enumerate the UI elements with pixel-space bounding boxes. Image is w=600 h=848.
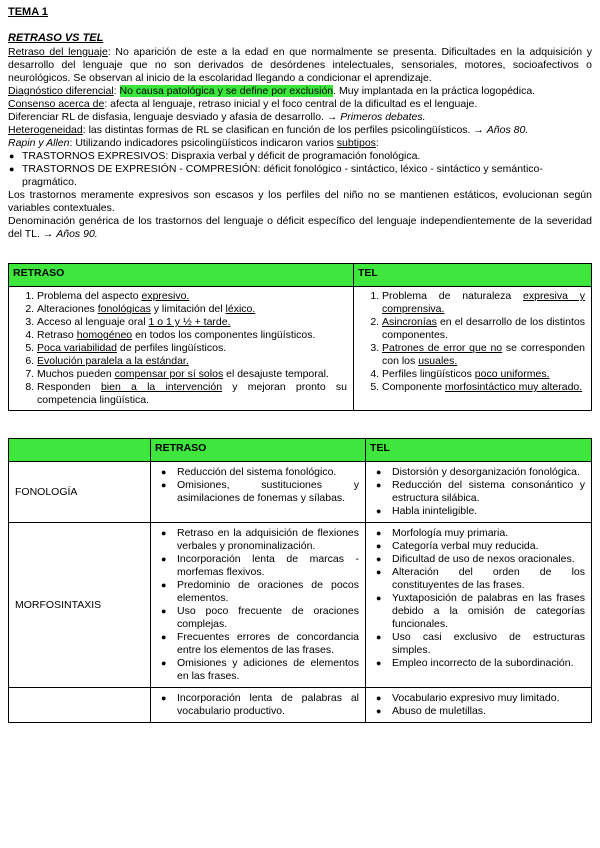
bullet-list (157, 466, 359, 505)
list-item: ● Morfología muy primaria. (392, 527, 585, 540)
cell-retraso (151, 688, 366, 723)
paragraph-diferenciar: Diferenciar RL de disfasia, lenguaje desviado y afasia de desarrollo. → Primeros debates. (8, 111, 426, 123)
table1-header-retraso: RETRASO (9, 264, 354, 287)
list-item: 3. Acceso al lenguaje oral 1 o 1 y ½ + tarde. (37, 316, 347, 329)
table-row (9, 523, 592, 688)
paragraph-retraso-definition: Retraso del lenguaje: No aparición de este a la edad en que normalmente se presenta. Dificultades en la adquisición y desarrollo del lenguaje que no son derivados de desórdenes intelectuales, sensoriales, motores, socioafectivos o neurológicos. Se observan al inicio de la escolaridad llegando a condicionar el aprendizaje. (8, 46, 592, 84)
bullet-list (157, 692, 359, 718)
list-item: 8. Responden bien a la intervención y mejoran pronto su competencia lingüística. (37, 381, 347, 407)
list-item: ● Incorporación lenta de marcas - morfemas flexivos. (177, 553, 359, 579)
list-item: ● Empleo incorrecto de la subordinación. (392, 657, 585, 670)
bullet-list (157, 527, 359, 683)
list-item: 5. Componente morfosintáctico muy alterado. (382, 381, 585, 394)
list-item: ● Frecuentes errores de concordancia entre los elementos de las frases. (177, 631, 359, 657)
list-item: ● Distorsión y desorganización fonológica. (392, 466, 585, 479)
cell-retraso (151, 523, 366, 688)
list-item: ● TRASTORNOS EXPRESIVOS: Dispraxia verbal y déficit de programación fonológica. (22, 150, 592, 163)
table2-header-empty (9, 439, 151, 462)
paragraph-rapin-allen: Rapin y Allen: Utilizando indicadores psicolingüísticos indicaron varios subtipos: (8, 137, 379, 149)
list-item: ● Abuso de muletillas. (392, 705, 585, 718)
list-item: ● Retraso en la adquisición de flexiones verbales y pronominalización. (177, 527, 359, 553)
list-item: ● Categoría verbal muy reducida. (392, 540, 585, 553)
row-label: FONOLOGÍA (9, 462, 151, 523)
list-item: ● Vocabulario expresivo muy limitado. (392, 692, 585, 705)
list-item: 5. Poca variabilidad de perfiles lingüísticos. (37, 342, 347, 355)
list-item: 4. Perfiles lingüísticos poco uniformes. (382, 368, 585, 381)
list-item: 7. Muchos pueden compensar por sí solos el desajuste temporal. (37, 368, 347, 381)
bullet-list (372, 466, 585, 518)
section-heading: RETRASO VS TEL (8, 32, 104, 44)
highlight-text: No causa patológica y se define por exclusión (119, 85, 334, 97)
table-row (9, 688, 592, 723)
list-item: ● Incorporación lenta de palabras al vocabulario productivo. (177, 692, 359, 718)
cell-tel (366, 688, 592, 723)
list-item: 2. Asincronías en el desarrollo de los distintos componentes. (382, 316, 585, 342)
list-item: 2. Alteraciones fonológicas y limitación del léxico. (37, 303, 347, 316)
cell-tel (366, 523, 592, 688)
list-item: 4. Retraso homogéneo en todos los componentes lingüísticos. (37, 329, 347, 342)
paragraph-diagnostico: Diagnóstico diferencial: No causa patológica y se define por exclusión. Muy implantada en la práctica logopédica. (8, 85, 536, 97)
cell-retraso (151, 462, 366, 523)
list-item: ● Habla ininteligible. (392, 505, 585, 518)
list-item: ● Uso poco frecuente de oraciones complejas. (177, 605, 359, 631)
table1-tel-cell (354, 287, 592, 411)
list-item: 1. Problema de naturaleza expresiva y comprensiva. (382, 290, 585, 316)
table-row (9, 462, 592, 523)
bullet-list (372, 692, 585, 718)
list-item: ● Reducción del sistema fonológico. (177, 466, 359, 479)
table1-header-tel: TEL (354, 264, 592, 287)
paragraph-trastornos-expresivos: Los trastornos meramente expresivos son escasos y los perfiles del niño no se mantienen estáticos, evolucionan según variables contextuales. (8, 189, 592, 214)
paragraph-denominacion: Denominación genérica de los trastornos del lenguaje o déficit específico del lenguaje independientemente de la severidad del TL. → Años 90. (8, 215, 592, 240)
tel-list (360, 290, 585, 394)
list-item: ● Omisiones, sustituciones y asimilaciones de fonemas y sílabas. (177, 479, 359, 505)
row-label (9, 688, 151, 723)
subtypes-list (8, 150, 592, 189)
list-item: ● TRASTORNOS DE EXPRESIÓN - COMPRESIÓN: déficit fonológico - sintáctico, léxico - sintáctico y semántico-pragmático. (22, 163, 592, 189)
list-item: 1. Problema del aspecto expresivo. (37, 290, 347, 303)
table1-retraso-cell (9, 287, 354, 411)
topic-title: TEMA 1 (8, 6, 48, 18)
list-item: 3. Patrones de error que no se corresponden con los usuales. (382, 342, 585, 368)
list-item: ● Predominio de oraciones de pocos elementos. (177, 579, 359, 605)
table2-header-retraso: RETRASO (151, 439, 366, 462)
paragraph-consenso: Consenso acerca de: afecta al lenguaje, retraso inicial y el foco central de la dificultad es el lenguaje. (8, 98, 478, 110)
comparison-table-1 (8, 263, 592, 411)
bullet-list (372, 527, 585, 670)
list-item: ● Reducción del sistema consonántico y estructura silábica. (392, 479, 585, 505)
list-item: ● Alteración del orden de los constituyentes de las frases. (392, 566, 585, 592)
table2-body (9, 462, 592, 723)
list-item: 6. Evolución paralela a la estándar. (37, 355, 347, 368)
list-item: ● Omisiones y adiciones de elementos en las frases. (177, 657, 359, 683)
table2-header-tel: TEL (366, 439, 592, 462)
cell-tel (366, 462, 592, 523)
retraso-list (15, 290, 347, 407)
list-item: ● Uso casi exclusivo de estructuras simples. (392, 631, 585, 657)
list-item: ● Dificultad de uso de nexos oracionales. (392, 553, 585, 566)
document-page (8, 6, 592, 723)
comparison-table-2 (8, 438, 592, 723)
paragraph-heterogeneidad: Heterogeneidad: las distintas formas de RL se clasifican en función de los perfiles psicolingüísticos. → Años 80. (8, 124, 529, 136)
list-item: ● Yuxtaposición de palabras en las frases debido a la omisión de categorías funcionales. (392, 592, 585, 631)
row-label: MORFOSINTAXIS (9, 523, 151, 688)
